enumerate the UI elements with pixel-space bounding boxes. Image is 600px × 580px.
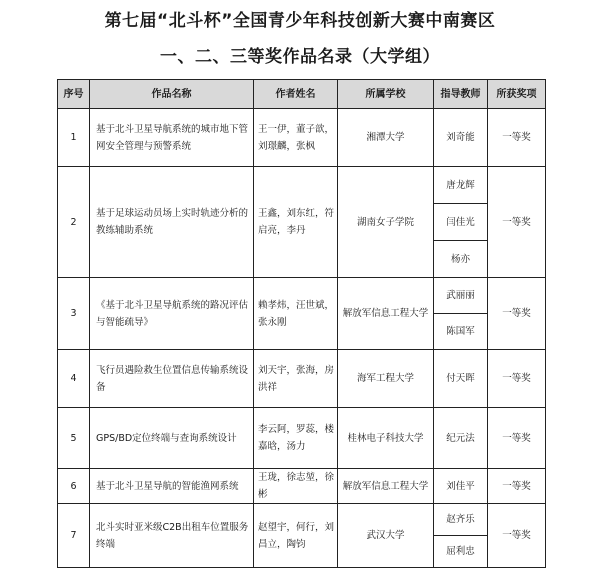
cell-school: 解放军信息工程大学 [338,278,434,350]
table-row [58,469,546,504]
cell-advisor: 屈利忠 [434,536,488,568]
cell-num: 6 [58,469,90,504]
cell-authors: 王珑，徐志堃，徐彬 [254,469,338,504]
cell-work: 《基于北斗卫星导航系统的路况评估与智能疏导》 [90,278,254,350]
cell-authors: 王鑫，刘东红，符启亮，李丹 [254,167,338,278]
cell-advisor: 陈国军 [434,314,488,350]
cell-school: 解放军信息工程大学 [338,469,434,504]
table-row [58,350,546,408]
cell-school: 武汉大学 [338,504,434,568]
header-work: 作品名称 [90,80,254,109]
header-award: 所获奖项 [488,80,546,109]
cell-work: 基于北斗卫星导航系统的城市地下管网安全管理与预警系统 [90,109,254,167]
cell-award: 一等奖 [488,109,546,167]
header-num: 序号 [58,80,90,109]
awards-table [57,79,546,568]
cell-advisor: 武丽丽 [434,278,488,314]
cell-authors: 赵望宇，何行，刘昌立，陶钧 [254,504,338,568]
cell-authors: 王一伊，董子歆，刘璟麟，张枫 [254,109,338,167]
document-title: 第七届“北斗杯”全国青少年科技创新大赛中南赛区 [104,11,496,31]
cell-work: 基于北斗卫星导航的智能渔网系统 [90,469,254,504]
table-row [58,167,546,204]
table-row [58,504,546,536]
table-row [58,408,546,469]
cell-num: 4 [58,350,90,408]
cell-work: 飞行员遇险救生位置信息传输系统设备 [90,350,254,408]
cell-advisor: 刘佳平 [434,469,488,504]
cell-advisor: 纪元法 [434,408,488,469]
cell-award: 一等奖 [488,167,546,278]
cell-advisor: 唐龙辉 [434,167,488,204]
cell-authors: 赖孝炜，汪世斌，张永刚 [254,278,338,350]
cell-school: 桂林电子科技大学 [338,408,434,469]
cell-num: 7 [58,504,90,568]
cell-award: 一等奖 [488,469,546,504]
cell-award: 一等奖 [488,350,546,408]
cell-work: GPS/BD定位终端与查询系统设计 [90,408,254,469]
header-school: 所属学校 [338,80,434,109]
cell-advisor: 杨亦 [434,241,488,278]
cell-award: 一等奖 [488,408,546,469]
header-authors: 作者姓名 [254,80,338,109]
table-row [58,109,546,167]
cell-school: 湖南女子学院 [338,167,434,278]
table-header-row [58,80,546,109]
document-subtitle: 一、二、三等奖作品名录（大学组） [160,47,440,67]
cell-school: 湘潭大学 [338,109,434,167]
cell-work: 北斗实时亚米级C2B出租车位置服务终端 [90,504,254,568]
cell-num: 1 [58,109,90,167]
cell-num: 2 [58,167,90,278]
cell-advisor: 闫佳光 [434,204,488,241]
cell-award: 一等奖 [488,504,546,568]
cell-advisor: 刘奇能 [434,109,488,167]
header-advisor: 指导教师 [434,80,488,109]
cell-advisor: 付天晖 [434,350,488,408]
cell-award: 一等奖 [488,278,546,350]
cell-authors: 刘天宇，张海，房洪祥 [254,350,338,408]
cell-authors: 李云阿，罗蕊，楼嘉晗，汤力 [254,408,338,469]
table-row [58,278,546,314]
cell-school: 海军工程大学 [338,350,434,408]
cell-work: 基于足球运动员场上实时轨迹分析的教练辅助系统 [90,167,254,278]
cell-advisor: 赵齐乐 [434,504,488,536]
cell-num: 3 [58,278,90,350]
cell-num: 5 [58,408,90,469]
